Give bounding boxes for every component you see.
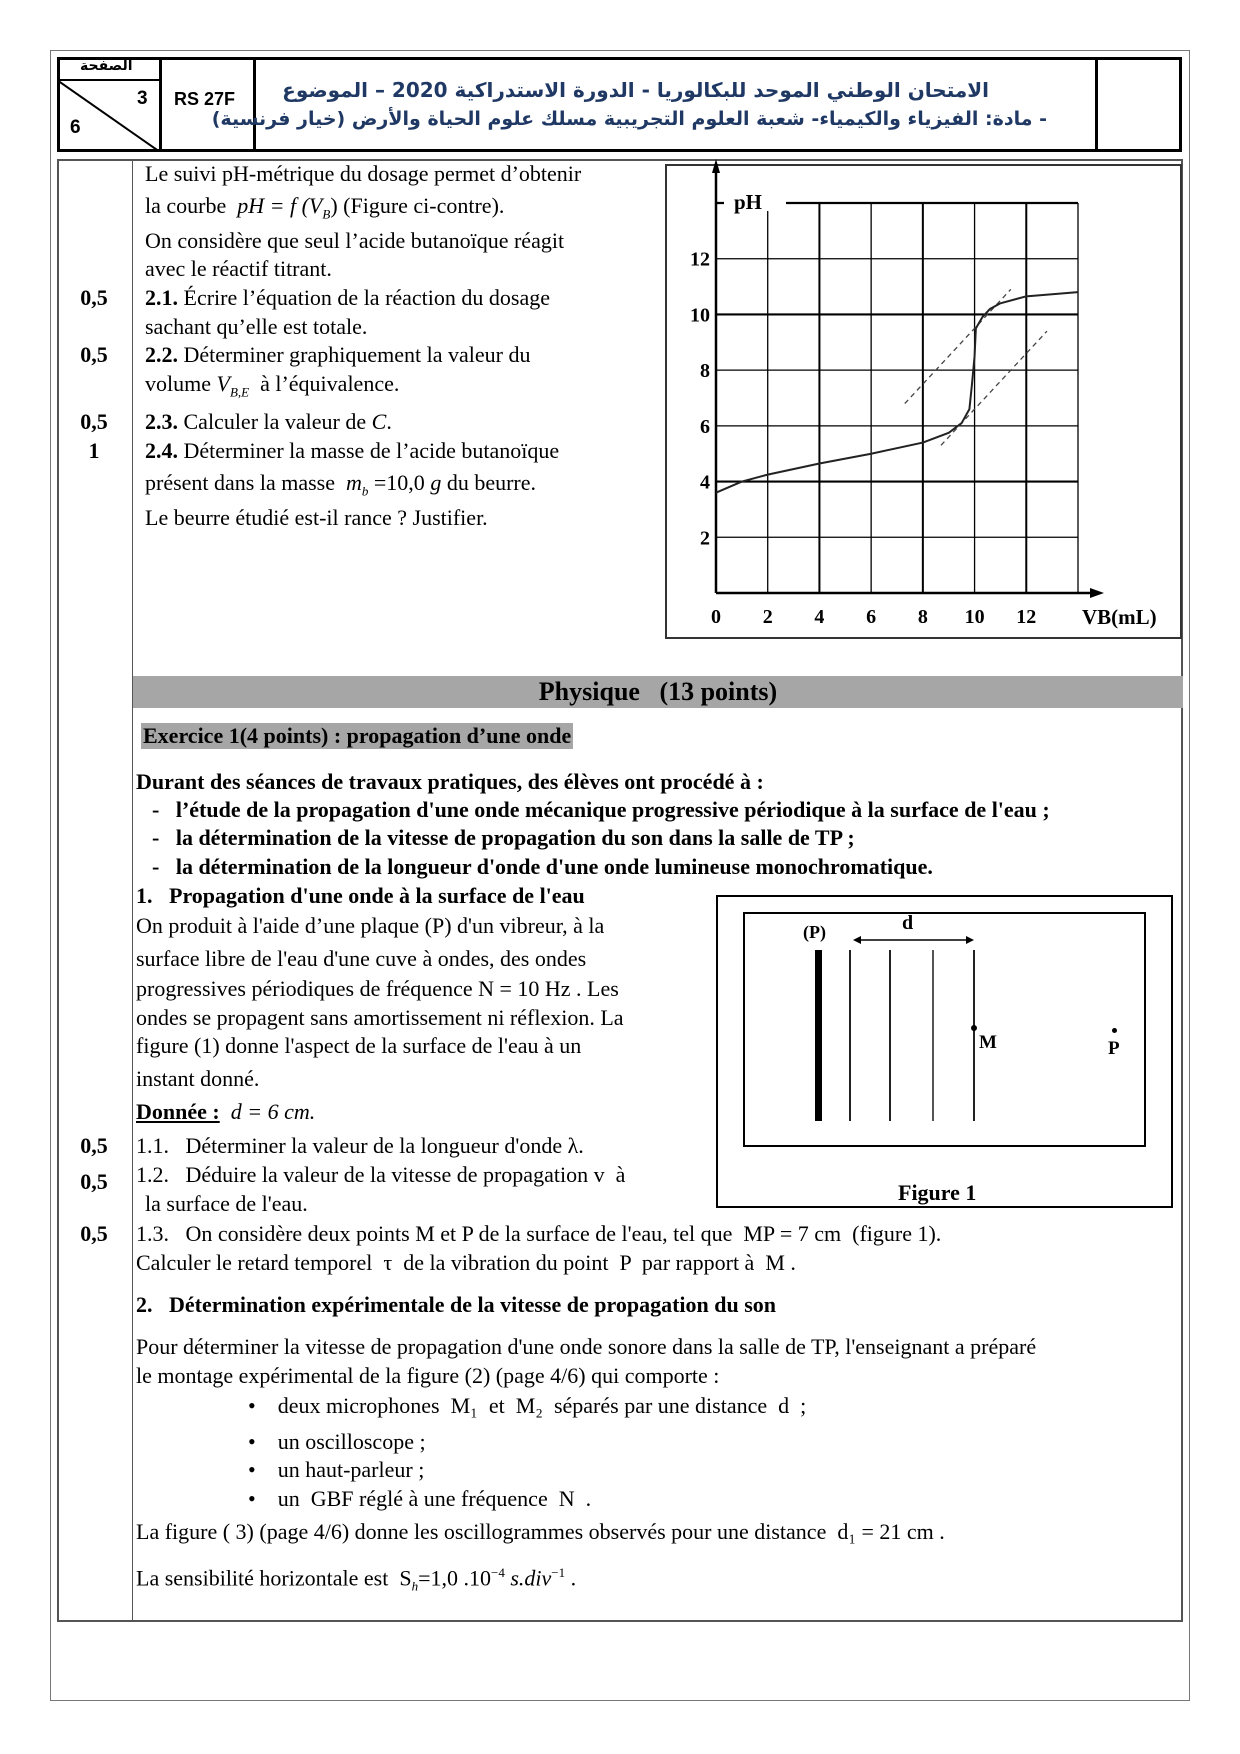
wave-crest <box>889 950 891 1121</box>
y-tick-label: 8 <box>700 360 710 383</box>
page-label: الصفحة <box>80 58 133 74</box>
y-tick-label: 10 <box>690 304 710 327</box>
donnee: Donnée : d = 6 cm. <box>136 1099 316 1124</box>
text-line: instant donné. <box>136 1066 260 1091</box>
plate-label: (P) <box>803 922 826 942</box>
header-title: الامتحان الوطني الموحد للبكالوريا - الدورة الاستدراكية 2020 – الموضوع <box>282 78 989 102</box>
text-line: figure (1) donne l'aspect de la surface de l'eau à un <box>136 1033 582 1058</box>
d-label: d <box>902 912 914 934</box>
exam-code: RS 27F <box>174 89 236 109</box>
score: 0,5 <box>80 409 108 434</box>
titration-curve <box>716 292 1078 493</box>
bullet-item: • un GBF réglé à une fréquence N . <box>248 1486 592 1511</box>
y-tick-label: 4 <box>700 471 710 494</box>
text-line: la courbe pH = f $(V_B)$ (Figure ci-contre). <box>145 193 505 222</box>
score: 0,5 <box>80 285 108 310</box>
vibrator-plate <box>815 950 822 1121</box>
x-tick-label: 6 <box>866 606 877 628</box>
question-2-4: 2.4. Déterminer la masse de l’acide butanoïque <box>145 438 560 463</box>
exercise-title: Exercice 1(4 points) : propagation d’une onde <box>143 723 572 748</box>
text-line: Le suivi pH-métrique du dosage permet d’obtenir <box>145 161 582 186</box>
bullet-item: • un haut-parleur ; <box>248 1457 425 1482</box>
y-tick-label: 6 <box>700 415 710 438</box>
question-1-1: 1.1. Déterminer la valeur de la longueur d'onde λ. <box>136 1133 584 1158</box>
point-m <box>971 1025 977 1031</box>
question-1-3: 1.3. On considère deux points M et P de la surface de l'eau, tel que MP = 7 cm (figure 1). <box>136 1221 942 1246</box>
score: 0,5 <box>80 1133 108 1158</box>
score: 0,5 <box>80 1169 108 1194</box>
text-line: Le beurre étudié est-il rance ? Justifier. <box>145 505 488 530</box>
dash-item: - l’étude de la propagation d'une onde mécanique progressive périodique à la surface de l'eau ; <box>152 797 1050 822</box>
text-line: surface libre de l'eau d'une cuve à ondes, des ondes <box>136 946 587 971</box>
ph-titration-chart <box>0 0 1240 700</box>
distance-arrow <box>850 932 980 948</box>
point-p <box>1112 1028 1117 1033</box>
intro-text: Durant des séances de travaux pratiques, des élèves ont procédé à : <box>136 769 764 794</box>
x-axis-label: VB(mL) <box>1082 605 1157 629</box>
question-1-2: 1.2. Déduire la valeur de la vitesse de propagation v à <box>136 1162 626 1187</box>
x-tick-label: 12 <box>1016 606 1037 628</box>
question-2-2: 2.2. Déterminer graphiquement la valeur du <box>145 342 531 367</box>
text-line: On considère que seul l’acide butanoïque réagit <box>145 228 565 253</box>
x-tick-label: 0 <box>711 606 721 628</box>
y-tick-label: 2 <box>700 527 710 550</box>
text-line: le montage expérimental de la figure (2) (page 4/6) qui comporte : <box>136 1363 720 1388</box>
wave-crest <box>932 950 934 1121</box>
x-tick-label: 2 <box>762 606 773 628</box>
header-subtitle: - مادة: الفيزياء والكيمياء- شعبة العلوم التجريبية مسلك علوم الحياة والأرض (خيار فرنسية) <box>211 108 1047 130</box>
p-label: P <box>1108 1038 1120 1059</box>
score: 0,5 <box>80 342 108 367</box>
bullet-item: • un oscilloscope ; <box>248 1429 426 1454</box>
text-line: la surface de l'eau. <box>145 1191 308 1216</box>
score: 0,5 <box>80 1221 108 1246</box>
text-line: Calculer le retard temporel τ de la vibration du point P par rapport à M . <box>136 1250 796 1275</box>
sensitivity-text: La sensibilité horizontale est $S_h=1,0$ $.10^{-4}$ s.div$^{-1}$ . <box>136 1565 577 1594</box>
dash-item: - la détermination de la longueur d'onde d'une onde lumineuse monochromatique. <box>152 854 933 879</box>
y-axis-label: pH <box>734 190 763 214</box>
y-tick-label: 12 <box>690 248 710 271</box>
section-2-title: 2. Détermination expérimentale de la vitesse de propagation du son <box>136 1292 777 1317</box>
text-line: présent dans la masse $m_b =10,0$ g du beurre. <box>145 470 536 499</box>
x-tick-label: 8 <box>917 606 928 628</box>
question-2-1: 2.1. Écrire l’équation de la réaction du dosage <box>145 285 551 310</box>
text-line: Pour déterminer la vitesse de propagation d'une onde sonore dans la salle de TP, l'enseignant a préparé <box>136 1334 1037 1359</box>
dash-item: - la détermination de la vitesse de propagation du son dans la salle de TP ; <box>152 825 855 850</box>
figure-caption: Figure 1 <box>898 1180 977 1205</box>
page-number: 3 <box>137 88 148 109</box>
score: 1 <box>88 438 100 463</box>
text-line: avec le réactif titrant. <box>145 256 332 281</box>
m-label: M <box>979 1032 997 1053</box>
text-line: La figure ( 3) (page 4/6) donne les oscillogrammes observés pour une distance d₁ = 21 cm . <box>136 1519 945 1544</box>
x-axis-arrow <box>1090 588 1104 598</box>
question-2-3: 2.3. Calculer la valeur de C. <box>145 409 392 434</box>
bullet-item: • deux microphones M₁ et M₂ séparés par une distance d ; <box>248 1393 807 1418</box>
x-tick-label: 4 <box>814 606 825 628</box>
x-tick-label: 10 <box>964 606 985 628</box>
page-total: 6 <box>70 117 81 138</box>
physique-banner: Physique (13 points) <box>133 676 1183 708</box>
text-line: On produit à l'aide d’une plaque (P) d'un vibreur, à la <box>136 913 605 938</box>
wave-crest <box>973 950 975 1121</box>
section-1-title: 1. Propagation d'une onde à la surface de l'eau <box>136 883 585 908</box>
text-line: volume $V_{B,E}$ à l’équivalence. <box>145 371 400 400</box>
text-line: progressives périodiques de fréquence N = 10 Hz . Les <box>136 976 619 1001</box>
wave-crest <box>849 950 851 1121</box>
text-line: sachant qu’elle est totale. <box>145 314 368 339</box>
text-line: ondes se propagent sans amortissement ni réflexion. La <box>136 1005 624 1030</box>
